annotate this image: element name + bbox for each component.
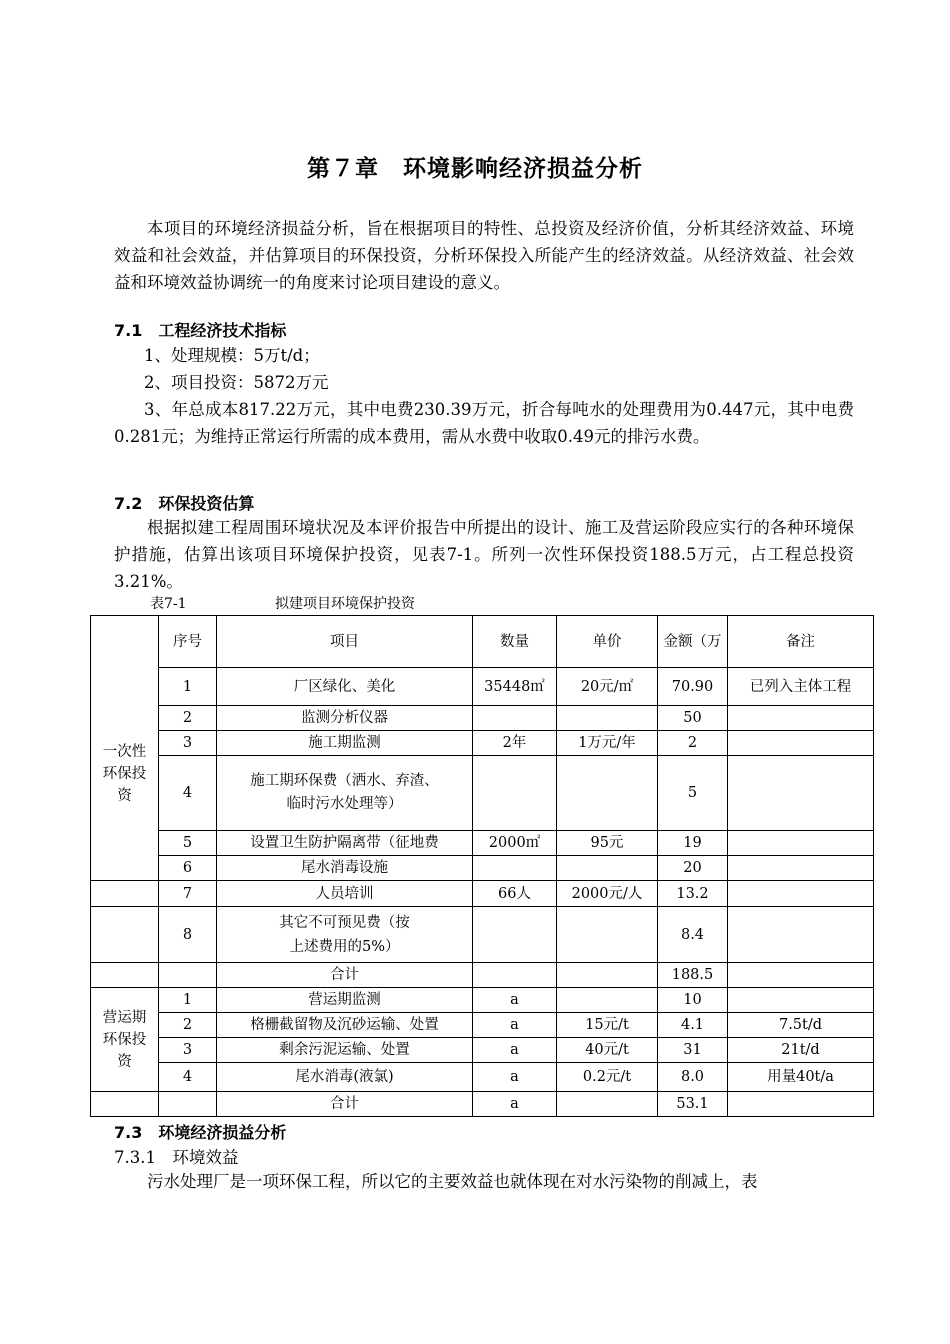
cell-amount: 8.4: [658, 907, 728, 963]
cell-item: 尾水消毒设施: [217, 856, 473, 881]
cell-no: 2: [159, 1013, 217, 1038]
table-row-total: [91, 1092, 874, 1117]
cell-item: 尾水消毒(液氯): [217, 1063, 473, 1092]
cell-no: 7: [159, 881, 217, 907]
cell-remark: [728, 706, 874, 731]
cell-item: 施工期监测: [217, 731, 473, 756]
cell-price: 15元/t: [557, 1013, 658, 1038]
cell-amount: 70.90: [658, 668, 728, 706]
cell-item: 人员培训: [217, 881, 473, 907]
cell-item: 设置卫生防护隔离带（征地费: [217, 831, 473, 856]
cell-item: 其它不可预见费（按上述费用的5%）: [217, 907, 473, 963]
cell-item: 监测分析仪器: [217, 706, 473, 731]
table-row: [91, 731, 874, 756]
table-row-total: [91, 963, 874, 988]
cell-amount: 19: [658, 831, 728, 856]
cell-amount: 2: [658, 731, 728, 756]
cell-price: 40元/t: [557, 1038, 658, 1063]
table-row: [91, 907, 874, 963]
cell-price: [557, 756, 658, 831]
section-7-1-item-1: 1、处理规模：5万t/d；: [144, 346, 320, 365]
cell-no: 6: [159, 856, 217, 881]
cell-amount: 4.1: [658, 1013, 728, 1038]
header-qty: 数量: [473, 616, 557, 668]
cell-qty: a: [473, 1092, 557, 1117]
cell-no: 5: [159, 831, 217, 856]
cell-price: [557, 1092, 658, 1117]
cell-price: 0.2元/t: [557, 1063, 658, 1092]
cell-item: 营运期监测: [217, 988, 473, 1013]
cell-price: [557, 856, 658, 881]
table-caption-number: 表7-1: [150, 596, 187, 612]
table-row: [91, 988, 874, 1013]
cell-qty: 2年: [473, 731, 557, 756]
cell-qty: a: [473, 988, 557, 1013]
intro-paragraph: 本项目的环境经济损益分析，旨在根据项目的特性、总投资及经济价值，分析其经济效益、环境效益和社会效益，并估算项目的环保投资，分析环保投入所能产生的经济效益。从经济效益、社会效益和环境效益协调统一的角度来讨论项目建设的意义。: [114, 219, 854, 292]
cell-no: 8: [159, 907, 217, 963]
section-7-2-heading: 7.2 环保投资估算: [114, 494, 255, 513]
cell-qty: a: [473, 1038, 557, 1063]
table-caption-title: 拟建项目环境保护投资: [275, 596, 415, 612]
cell-group-empty: [91, 1092, 159, 1117]
chapter-title: 第７章 环境影响经济损益分析: [307, 156, 643, 182]
cell-remark: [728, 881, 874, 907]
cell-amount: 8.0: [658, 1063, 728, 1092]
group-label-one-time: 一次性环保投资: [91, 668, 159, 881]
cell-item: 厂区绿化、美化: [217, 668, 473, 706]
section-7-2-paragraph: 根据拟建工程周围环境状况及本评价报告中所提出的设计、施工及营运阶段应实行的各种环境保护措施，估算出该项目环境保护投资，见表7-1。所列一次性环保投资188.5万元，占工程总投资3.21%。: [114, 518, 854, 591]
section-7-1-item-3: 3、年总成本817.22万元，其中电费230.39万元，折合每吨水的处理费用为0.447元，其中电费0.281元；为维持正常运行所需的成本费用，需从水费中收取0.49元的排污水费。: [114, 400, 854, 446]
header-item: 项目: [217, 616, 473, 668]
cell-no: [159, 963, 217, 988]
cell-price: [557, 963, 658, 988]
header-price: 单价: [557, 616, 658, 668]
table-row: [91, 1063, 874, 1092]
cell-group-empty: [91, 881, 159, 907]
cell-remark: [728, 963, 874, 988]
cell-item: 格栅截留物及沉砂运输、处置: [217, 1013, 473, 1038]
cell-item: 合计: [217, 1092, 473, 1117]
cell-no: 3: [159, 1038, 217, 1063]
table-row: [91, 881, 874, 907]
cell-no: 4: [159, 1063, 217, 1092]
cell-qty: a: [473, 1063, 557, 1092]
cell-amount: 13.2: [658, 881, 728, 907]
cell-qty: [473, 706, 557, 731]
header-amount: 金额（万: [658, 616, 728, 668]
header-remark: 备注: [728, 616, 874, 668]
cell-amount: 31: [658, 1038, 728, 1063]
table-row: [91, 856, 874, 881]
cell-remark: [728, 907, 874, 963]
cell-price: 95元: [557, 831, 658, 856]
cell-amount: 53.1: [658, 1092, 728, 1117]
cell-qty: a: [473, 1013, 557, 1038]
section-7-3-1-heading: 7.3.1 环境效益: [114, 1148, 239, 1167]
section-7-1-item-2: 2、项目投资：5872万元: [144, 373, 329, 392]
cell-group-empty: [91, 907, 159, 963]
section-7-3-heading: 7.3 环境经济损益分析: [114, 1123, 287, 1142]
cell-no: 1: [159, 668, 217, 706]
cell-remark: 已列入主体工程: [728, 668, 874, 706]
cell-no: [159, 1092, 217, 1117]
cell-remark: [728, 756, 874, 831]
cell-qty: [473, 756, 557, 831]
cell-group-empty: [91, 963, 159, 988]
cell-no: 2: [159, 706, 217, 731]
cell-remark: [728, 988, 874, 1013]
environmental-investment-table: [90, 615, 874, 1117]
cell-price: 1万元/年: [557, 731, 658, 756]
cell-amount: 188.5: [658, 963, 728, 988]
cell-remark: [728, 856, 874, 881]
table-row: [91, 831, 874, 856]
cell-item: 剩余污泥运输、处置: [217, 1038, 473, 1063]
cell-remark: 21t/d: [728, 1038, 874, 1063]
cell-qty: 35448㎡: [473, 668, 557, 706]
cell-item: 合计: [217, 963, 473, 988]
cell-remark: [728, 831, 874, 856]
section-7-1-heading: 7.1 工程经济技术指标: [114, 321, 287, 340]
table-header-row: [91, 616, 874, 668]
cell-amount: 10: [658, 988, 728, 1013]
cell-amount: 5: [658, 756, 728, 831]
table-row: [91, 706, 874, 731]
cell-remark: 7.5t/d: [728, 1013, 874, 1038]
cell-qty: 2000㎡: [473, 831, 557, 856]
table-row: [91, 756, 874, 831]
cell-price: 20元/㎡: [557, 668, 658, 706]
cell-amount: 20: [658, 856, 728, 881]
table-row: [91, 1013, 874, 1038]
group-label-operation: 营运期环保投资: [91, 988, 159, 1092]
table-row: [91, 1038, 874, 1063]
cell-qty: [473, 856, 557, 881]
cell-qty: [473, 907, 557, 963]
cell-no: 4: [159, 756, 217, 831]
cell-remark: [728, 731, 874, 756]
cell-no: 1: [159, 988, 217, 1013]
cell-item: 施工期环保费（洒水、弃渣、临时污水处理等）: [217, 756, 473, 831]
cell-amount: 50: [658, 706, 728, 731]
cell-price: 2000元/人: [557, 881, 658, 907]
cell-price: [557, 907, 658, 963]
cell-price: [557, 706, 658, 731]
cell-qty: 66人: [473, 881, 557, 907]
cell-remark: 用量40t/a: [728, 1063, 874, 1092]
cell-price: [557, 988, 658, 1013]
section-7-3-1-paragraph: 污水处理厂是一项环保工程，所以它的主要效益也就体现在对水污染物的削减上，表: [147, 1172, 758, 1191]
cell-no: 3: [159, 731, 217, 756]
table-row: [91, 668, 874, 706]
cell-remark: [728, 1092, 874, 1117]
cell-qty: [473, 963, 557, 988]
header-no: 序号: [159, 616, 217, 668]
